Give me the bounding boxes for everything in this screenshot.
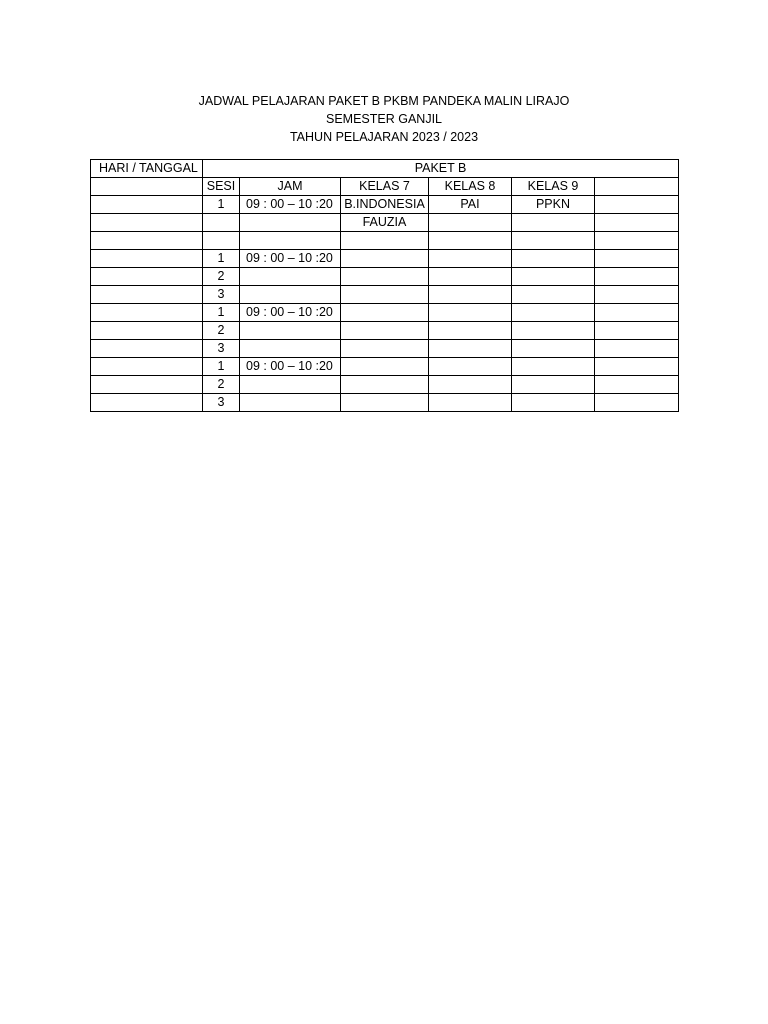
- cell-kelas-7: [341, 232, 429, 250]
- header-kelas-7: KELAS 7: [341, 178, 429, 196]
- cell-extra: [595, 286, 679, 304]
- cell-kelas-9: [512, 376, 595, 394]
- table-row: [91, 304, 679, 322]
- cell-kelas-7: [341, 376, 429, 394]
- cell-sesi: 3: [203, 286, 240, 304]
- cell-kelas-7: B.INDONESIA: [341, 196, 429, 214]
- cell-jam: [240, 394, 341, 412]
- cell-kelas-7: FAUZIA: [341, 214, 429, 232]
- cell-kelas-8: [429, 358, 512, 376]
- cell-extra: [595, 322, 679, 340]
- cell-kelas-9: [512, 340, 595, 358]
- cell-kelas-8: [429, 268, 512, 286]
- cell-kelas-7: [341, 322, 429, 340]
- cell-sesi: 2: [203, 376, 240, 394]
- cell-jam: 09 : 00 – 10 :20: [240, 196, 341, 214]
- cell-kelas-9: [512, 268, 595, 286]
- cell-hari: [91, 304, 203, 322]
- cell-extra: [595, 394, 679, 412]
- table-row: [91, 376, 679, 394]
- cell-sesi: 1: [203, 304, 240, 322]
- table-row: [91, 286, 679, 304]
- header-empty: [91, 178, 203, 196]
- cell-kelas-9: [512, 358, 595, 376]
- table-header-row-1: [91, 160, 679, 178]
- cell-kelas-9: [512, 250, 595, 268]
- header-paket: PAKET B: [203, 160, 679, 178]
- cell-hari: [91, 376, 203, 394]
- cell-extra: [595, 304, 679, 322]
- cell-sesi: 2: [203, 322, 240, 340]
- cell-hari: [91, 340, 203, 358]
- cell-kelas-8: [429, 232, 512, 250]
- header-jam: JAM: [240, 178, 341, 196]
- cell-kelas-7: [341, 340, 429, 358]
- cell-kelas-8: [429, 322, 512, 340]
- cell-sesi: [203, 232, 240, 250]
- cell-hari: [91, 196, 203, 214]
- cell-sesi: 2: [203, 268, 240, 286]
- cell-kelas-9: [512, 394, 595, 412]
- cell-jam: [240, 340, 341, 358]
- cell-hari: [91, 394, 203, 412]
- cell-hari: [91, 232, 203, 250]
- cell-jam: 09 : 00 – 10 :20: [240, 358, 341, 376]
- table-row: [91, 196, 679, 214]
- cell-extra: [595, 376, 679, 394]
- cell-kelas-9: [512, 214, 595, 232]
- cell-jam: [240, 214, 341, 232]
- title-line-2: SEMESTER GANJIL: [326, 112, 442, 126]
- cell-extra: [595, 214, 679, 232]
- cell-extra: [595, 358, 679, 376]
- header-extra: [595, 178, 679, 196]
- table-row: [91, 250, 679, 268]
- cell-extra: [595, 250, 679, 268]
- header-kelas-9: KELAS 9: [512, 178, 595, 196]
- cell-kelas-8: [429, 250, 512, 268]
- cell-jam: [240, 268, 341, 286]
- cell-kelas-7: [341, 286, 429, 304]
- cell-hari: [91, 286, 203, 304]
- table-row: [91, 232, 679, 250]
- cell-hari: [91, 358, 203, 376]
- header-kelas-8: KELAS 8: [429, 178, 512, 196]
- cell-hari: [91, 214, 203, 232]
- table-row: [91, 322, 679, 340]
- table-row: [91, 394, 679, 412]
- table-row: [91, 358, 679, 376]
- cell-kelas-8: [429, 286, 512, 304]
- cell-jam: [240, 322, 341, 340]
- title-line-1: JADWAL PELAJARAN PAKET B PKBM PANDEKA MALIN LIRAJO: [198, 94, 570, 108]
- table-row: [91, 268, 679, 286]
- cell-kelas-7: [341, 268, 429, 286]
- cell-kelas-9: [512, 322, 595, 340]
- cell-sesi: [203, 214, 240, 232]
- cell-sesi: 1: [203, 196, 240, 214]
- cell-jam: 09 : 00 – 10 :20: [240, 250, 341, 268]
- table-row: [91, 214, 679, 232]
- schedule-table: [90, 159, 679, 412]
- cell-extra: [595, 196, 679, 214]
- cell-kelas-8: [429, 376, 512, 394]
- cell-jam: [240, 376, 341, 394]
- header-hari-tanggal: HARI / TANGGAL: [91, 160, 203, 178]
- cell-sesi: 3: [203, 340, 240, 358]
- cell-kelas-7: [341, 358, 429, 376]
- cell-hari: [91, 322, 203, 340]
- cell-extra: [595, 268, 679, 286]
- cell-hari: [91, 250, 203, 268]
- cell-kelas-7: [341, 304, 429, 322]
- cell-kelas-8: PAI: [429, 196, 512, 214]
- cell-kelas-9: PPKN: [512, 196, 595, 214]
- cell-kelas-8: [429, 214, 512, 232]
- cell-kelas-9: [512, 286, 595, 304]
- cell-kelas-9: [512, 304, 595, 322]
- cell-sesi: 1: [203, 358, 240, 376]
- table-header-row-2: [91, 178, 679, 196]
- cell-kelas-8: [429, 394, 512, 412]
- cell-kelas-9: [512, 232, 595, 250]
- cell-sesi: 3: [203, 394, 240, 412]
- cell-jam: [240, 232, 341, 250]
- cell-kelas-7: [341, 250, 429, 268]
- cell-sesi: 1: [203, 250, 240, 268]
- cell-jam: 09 : 00 – 10 :20: [240, 304, 341, 322]
- table-row: [91, 340, 679, 358]
- header-sesi: SESI: [203, 178, 240, 196]
- document-title: [0, 92, 768, 146]
- cell-hari: [91, 268, 203, 286]
- title-line-3: TAHUN PELAJARAN 2023 / 2023: [289, 130, 479, 144]
- cell-extra: [595, 340, 679, 358]
- cell-jam: [240, 286, 341, 304]
- cell-kelas-8: [429, 340, 512, 358]
- cell-kelas-8: [429, 304, 512, 322]
- cell-extra: [595, 232, 679, 250]
- cell-kelas-7: [341, 394, 429, 412]
